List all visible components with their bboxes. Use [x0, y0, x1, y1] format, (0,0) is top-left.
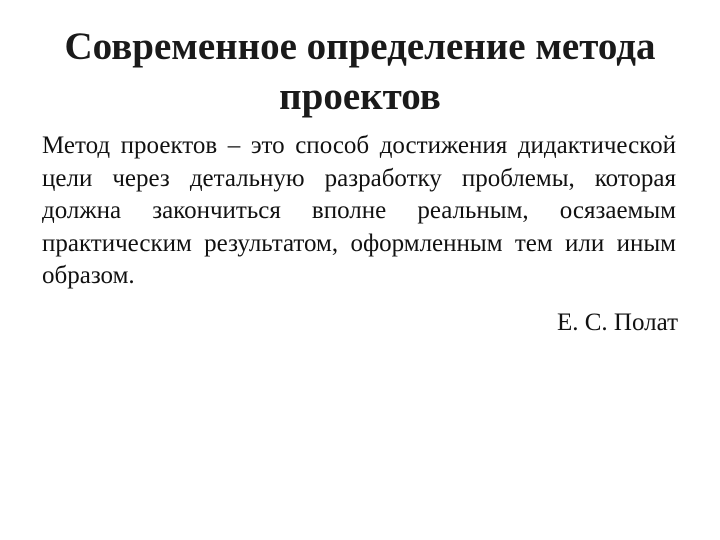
slide-title	[30, 22, 690, 122]
slide-title-line-1: Современное определение метода	[64, 25, 656, 68]
quote-author: Е. С. Полат	[556, 309, 678, 336]
slide-title-line-2: проектов	[279, 75, 441, 118]
definition-text: Метод проектов – это способ достижения дидактической цели через детальную разработку проблемы, которая должна закончиться вполне реальным, осязаемым практическим результатом, оформленным тем или иным образом.	[42, 132, 676, 289]
